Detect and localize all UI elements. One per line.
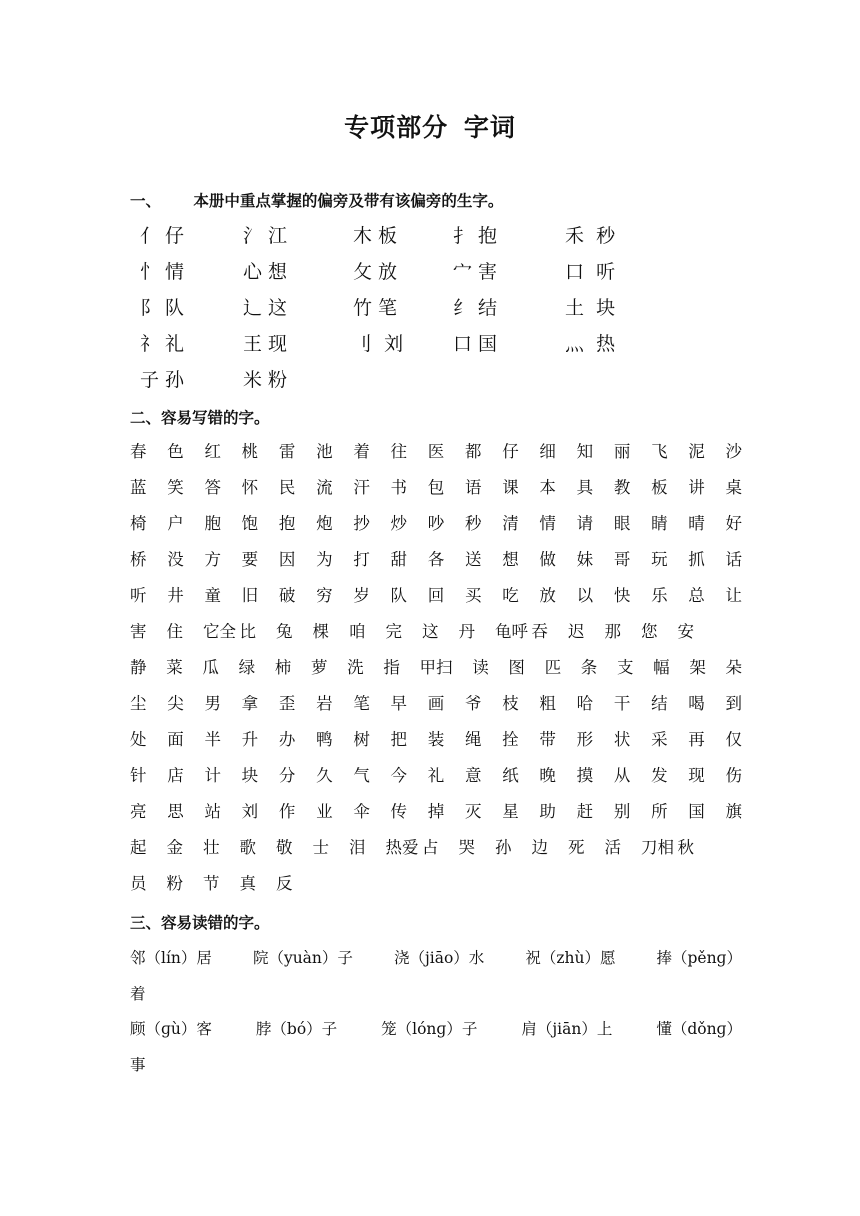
error-char: 气 — [353, 766, 370, 785]
error-char: 歪 — [278, 694, 296, 713]
error-char-grid — [130, 440, 742, 908]
error-char: 好 — [725, 514, 742, 533]
error-char: 胞 — [204, 514, 221, 533]
error-char: 它全 — [203, 622, 236, 641]
error-char: 各 — [427, 550, 445, 569]
error-char: 方 — [204, 550, 221, 569]
error-char: 住 — [166, 622, 183, 641]
error-char: 丽 — [613, 442, 631, 461]
reading-line-1 — [130, 946, 742, 970]
error-char: 炮 — [316, 514, 333, 533]
error-char-row — [130, 800, 742, 836]
error-char: 粉 — [166, 874, 183, 893]
radical-cell: 心 想 — [243, 261, 288, 283]
error-char: 士 — [312, 838, 329, 857]
error-char: 晚 — [539, 766, 556, 785]
error-char: 礼 — [427, 766, 445, 785]
error-char: 处 — [130, 730, 147, 749]
error-char: 旗 — [725, 802, 742, 821]
radical-cell: 竹 笔 — [353, 297, 398, 319]
error-char: 思 — [167, 802, 184, 821]
error-char: 打 — [353, 550, 370, 569]
error-char: 作 — [278, 802, 296, 821]
error-char: 真 — [239, 874, 256, 893]
error-char: 敬 — [276, 838, 293, 857]
error-char: 再 — [688, 730, 705, 749]
error-char: 萝 — [310, 658, 328, 677]
error-char: 答 — [204, 478, 221, 497]
error-char: 面 — [167, 730, 184, 749]
radical-row — [140, 330, 660, 366]
error-char: 秋 — [677, 838, 694, 857]
error-char: 害 — [130, 622, 147, 641]
error-char: 晴 — [688, 514, 705, 533]
error-char: 喝 — [688, 694, 705, 713]
error-char: 画 — [427, 694, 445, 713]
error-char: 传 — [390, 802, 408, 821]
error-char: 红 — [204, 442, 221, 461]
error-char: 队 — [390, 586, 408, 605]
radical-cell: 刂 刘 — [353, 333, 404, 355]
error-char: 细 — [539, 442, 556, 461]
error-char: 匹 — [544, 658, 562, 677]
error-char: 秒 — [464, 514, 482, 533]
radical-cell: 礻 礼 — [140, 333, 185, 355]
radical-cell: 亻 仔 — [140, 225, 185, 247]
error-char: 兔 — [276, 622, 293, 641]
error-char: 甲扫 — [419, 658, 453, 677]
error-char: 泪 — [349, 838, 366, 857]
radical-cell: 子 孙 — [140, 369, 185, 391]
error-char: 分 — [278, 766, 296, 785]
error-char: 支 — [616, 658, 634, 677]
error-char: 语 — [464, 478, 482, 497]
error-char: 店 — [167, 766, 184, 785]
radical-row — [140, 366, 660, 402]
error-char: 飞 — [651, 442, 668, 461]
radical-cell: 扌 抱 — [453, 225, 498, 247]
error-char: 刘 — [241, 802, 259, 821]
error-char: 洗 — [347, 658, 364, 677]
error-char: 总 — [688, 586, 705, 605]
error-char: 旧 — [241, 586, 259, 605]
error-char: 架 — [689, 658, 706, 677]
error-char: 往 — [390, 442, 408, 461]
error-char: 童 — [204, 586, 221, 605]
error-char: 泥 — [688, 442, 705, 461]
radical-cell: 口 听 — [565, 261, 616, 283]
error-char: 所 — [651, 802, 668, 821]
error-char: 条 — [580, 658, 598, 677]
error-char: 树 — [353, 730, 370, 749]
error-char: 那 — [604, 622, 621, 641]
reading-word: 浇（jiāo）水 — [393, 949, 485, 967]
error-char: 半 — [204, 730, 221, 749]
error-char: 尘 — [130, 694, 147, 713]
radical-cell: 纟 结 — [453, 297, 498, 319]
error-char-row — [130, 764, 742, 800]
error-char: 反 — [276, 874, 293, 893]
error-char: 井 — [167, 586, 184, 605]
error-char: 包 — [427, 478, 445, 497]
error-char: 尖 — [167, 694, 184, 713]
radical-cell: 氵 江 — [243, 225, 288, 247]
error-char: 刀相 — [641, 838, 674, 857]
radical-grid — [140, 222, 660, 402]
error-char: 从 — [613, 766, 631, 785]
error-char: 发 — [651, 766, 668, 785]
error-char: 别 — [613, 802, 631, 821]
error-char: 助 — [539, 802, 556, 821]
error-char: 装 — [427, 730, 445, 749]
error-char: 到 — [725, 694, 742, 713]
error-char: 着 — [353, 442, 370, 461]
error-char: 没 — [167, 550, 184, 569]
error-char: 把 — [390, 730, 408, 749]
error-char: 椅 — [130, 514, 147, 533]
error-char: 安 — [677, 622, 694, 641]
section-three-heading: 三、容易读错的字。 — [130, 914, 270, 932]
error-char: 久 — [316, 766, 333, 785]
error-char: 课 — [502, 478, 519, 497]
error-char: 破 — [278, 586, 296, 605]
reading-word: 邻（lín）居 — [130, 949, 212, 967]
error-char: 仔 — [502, 442, 519, 461]
radical-cell: 土 块 — [565, 297, 616, 319]
error-char: 赶 — [576, 802, 594, 821]
error-char-row — [130, 548, 742, 584]
error-char: 龟呼 — [495, 622, 528, 641]
radical-cell: 灬 热 — [565, 333, 616, 355]
error-char: 指 — [383, 658, 400, 677]
error-char: 结 — [651, 694, 668, 713]
error-char: 雷 — [278, 442, 296, 461]
error-char: 绳 — [464, 730, 482, 749]
error-char: 教 — [613, 478, 631, 497]
error-char: 色 — [167, 442, 184, 461]
error-char-row — [130, 656, 742, 692]
error-char: 业 — [316, 802, 333, 821]
error-char: 知 — [576, 442, 594, 461]
error-char: 回 — [427, 586, 445, 605]
error-char: 伞 — [353, 802, 370, 821]
error-char-row — [130, 620, 742, 656]
radical-cell: 王 现 — [243, 333, 288, 355]
error-char: 员 — [130, 874, 147, 893]
reading-word: 肩（jiān）上 — [521, 1020, 613, 1038]
error-char: 怀 — [241, 478, 259, 497]
error-char: 做 — [539, 550, 556, 569]
error-char-row — [130, 512, 742, 548]
error-char: 块 — [241, 766, 259, 785]
error-char: 计 — [204, 766, 221, 785]
error-char: 边 — [531, 838, 548, 857]
error-char: 桥 — [130, 550, 147, 569]
error-char: 乐 — [651, 586, 668, 605]
error-char: 比 — [239, 622, 256, 641]
error-char: 幅 — [653, 658, 670, 677]
error-char: 男 — [204, 694, 221, 713]
error-char-row — [130, 584, 742, 620]
error-char: 送 — [464, 550, 482, 569]
error-char: 鸭 — [316, 730, 333, 749]
error-char: 汗 — [353, 478, 370, 497]
error-char: 因 — [278, 550, 296, 569]
error-char: 菜 — [166, 658, 183, 677]
error-char-row — [130, 836, 742, 872]
error-char: 炒 — [390, 514, 408, 533]
error-char: 请 — [576, 514, 594, 533]
radical-row — [140, 222, 660, 258]
error-char: 办 — [278, 730, 296, 749]
error-char: 清 — [502, 514, 519, 533]
error-char: 节 — [203, 874, 220, 893]
error-char: 干 — [613, 694, 631, 713]
error-char: 吞 — [531, 622, 548, 641]
error-char: 书 — [390, 478, 408, 497]
radical-cell: 口 国 — [453, 333, 498, 355]
error-char: 这 — [422, 622, 439, 641]
reading-word: 祝（zhù）愿 — [525, 949, 616, 967]
error-char: 快 — [613, 586, 631, 605]
error-char: 都 — [464, 442, 482, 461]
error-char: 针 — [130, 766, 147, 785]
error-char: 岩 — [316, 694, 333, 713]
error-char: 形 — [576, 730, 594, 749]
error-char: 孙 — [495, 838, 512, 857]
error-char: 穷 — [316, 586, 333, 605]
error-char: 读 — [472, 658, 489, 677]
error-char: 听 — [130, 586, 147, 605]
error-char: 国 — [688, 802, 705, 821]
error-char: 吵 — [427, 514, 445, 533]
error-char: 情 — [539, 514, 556, 533]
error-char: 饱 — [241, 514, 259, 533]
error-char: 活 — [604, 838, 621, 857]
error-char: 玩 — [651, 550, 668, 569]
error-char-row — [130, 476, 742, 512]
error-char: 民 — [278, 478, 296, 497]
radical-cell: 米 粉 — [243, 369, 288, 391]
error-char: 池 — [316, 442, 333, 461]
error-char: 站 — [204, 802, 221, 821]
error-char: 蓝 — [130, 478, 147, 497]
error-char: 本 — [539, 478, 556, 497]
error-char-row — [130, 692, 742, 728]
error-char: 仅 — [725, 730, 742, 749]
error-char: 热爱 — [385, 838, 419, 857]
error-char: 户 — [167, 514, 184, 533]
error-char: 歌 — [239, 838, 256, 857]
error-char: 亮 — [130, 802, 147, 821]
error-char: 图 — [508, 658, 525, 677]
error-char-row — [130, 728, 742, 764]
error-char: 带 — [539, 730, 556, 749]
error-char: 金 — [166, 838, 183, 857]
error-char: 起 — [130, 838, 147, 857]
error-char: 买 — [464, 586, 482, 605]
error-char: 眼 — [613, 514, 631, 533]
error-char: 要 — [241, 550, 259, 569]
error-char: 迟 — [568, 622, 585, 641]
error-char: 妹 — [576, 550, 594, 569]
reading-word: 院（yuàn）子 — [252, 949, 353, 967]
section-two-heading: 二、容易写错的字。 — [130, 409, 270, 427]
error-char: 医 — [427, 442, 445, 461]
error-char: 笑 — [167, 478, 184, 497]
error-char: 朵 — [725, 658, 742, 677]
error-char: 岁 — [353, 586, 370, 605]
error-char: 抓 — [688, 550, 705, 569]
reading-line-1-wrap: 着 — [130, 985, 146, 1003]
error-char: 让 — [725, 586, 742, 605]
error-char: 放 — [539, 586, 556, 605]
radical-cell: 木 板 — [353, 225, 398, 247]
error-char: 吃 — [502, 586, 519, 605]
error-char: 摸 — [576, 766, 594, 785]
error-char: 静 — [130, 658, 147, 677]
error-char: 流 — [316, 478, 333, 497]
error-char: 桃 — [241, 442, 259, 461]
error-char: 甜 — [390, 550, 408, 569]
error-char: 睛 — [651, 514, 668, 533]
reading-word: 顾（ɡù）客 — [130, 1020, 212, 1038]
error-char: 您 — [641, 622, 658, 641]
radical-row — [140, 294, 660, 330]
error-char: 为 — [316, 550, 333, 569]
reading-line-2 — [130, 1017, 742, 1041]
radical-row — [140, 258, 660, 294]
error-char: 柿 — [274, 658, 292, 677]
error-char: 粗 — [539, 694, 556, 713]
error-char: 讲 — [688, 478, 705, 497]
error-char: 壮 — [203, 838, 220, 857]
error-char: 掉 — [427, 802, 445, 821]
error-char: 咱 — [349, 622, 366, 641]
reading-word: 懂（dǒnɡ） — [656, 1020, 742, 1038]
error-char: 枝 — [502, 694, 519, 713]
reading-word: 笼（lónɡ）子 — [381, 1020, 478, 1038]
radical-cell: 忄 情 — [140, 261, 185, 283]
error-char: 占 — [422, 838, 439, 857]
error-char: 瓜 — [202, 658, 219, 677]
radical-cell: 宀 害 — [453, 261, 498, 283]
error-char: 绿 — [238, 658, 256, 677]
error-char: 升 — [241, 730, 259, 749]
error-char: 拿 — [241, 694, 259, 713]
error-char: 采 — [651, 730, 668, 749]
error-char: 完 — [385, 622, 402, 641]
error-char: 以 — [576, 586, 594, 605]
error-char: 意 — [464, 766, 482, 785]
error-char: 哈 — [576, 694, 594, 713]
error-char: 拴 — [502, 730, 519, 749]
error-char: 今 — [390, 766, 408, 785]
error-char: 抄 — [353, 514, 370, 533]
error-char: 状 — [613, 730, 631, 749]
error-char: 现 — [688, 766, 705, 785]
error-char-row — [130, 872, 742, 908]
reading-word: 捧（pěnɡ） — [656, 949, 742, 967]
radical-cell: 阝 队 — [140, 297, 185, 319]
error-char: 板 — [651, 478, 668, 497]
error-char: 哭 — [458, 838, 475, 857]
error-char: 沙 — [725, 442, 742, 461]
error-char: 想 — [502, 550, 519, 569]
radical-cell: 攵 放 — [353, 261, 398, 283]
radical-cell: 辶 这 — [243, 297, 288, 319]
error-char: 抱 — [278, 514, 296, 533]
reading-word: 脖（bó）子 — [255, 1020, 338, 1038]
error-char: 棵 — [312, 622, 329, 641]
error-char: 纸 — [502, 766, 519, 785]
error-char: 话 — [725, 550, 742, 569]
error-char: 早 — [390, 694, 408, 713]
error-char: 灭 — [464, 802, 482, 821]
error-char: 伤 — [725, 766, 742, 785]
error-char: 星 — [502, 802, 519, 821]
error-char: 春 — [130, 442, 147, 461]
reading-line-2-wrap: 事 — [130, 1056, 146, 1074]
section-one-heading: 一、 本册中重点掌握的偏旁及带有该偏旁的生字。 — [130, 192, 504, 210]
error-char: 哥 — [613, 550, 631, 569]
error-char: 笔 — [353, 694, 370, 713]
error-char: 桌 — [725, 478, 742, 497]
error-char: 死 — [568, 838, 585, 857]
radical-cell: 禾 秒 — [565, 225, 616, 247]
page-title: 专项部分 字词 — [344, 113, 516, 142]
error-char: 丹 — [458, 622, 475, 641]
error-char: 具 — [576, 478, 594, 497]
error-char: 爷 — [464, 694, 482, 713]
error-char-row — [130, 440, 742, 476]
